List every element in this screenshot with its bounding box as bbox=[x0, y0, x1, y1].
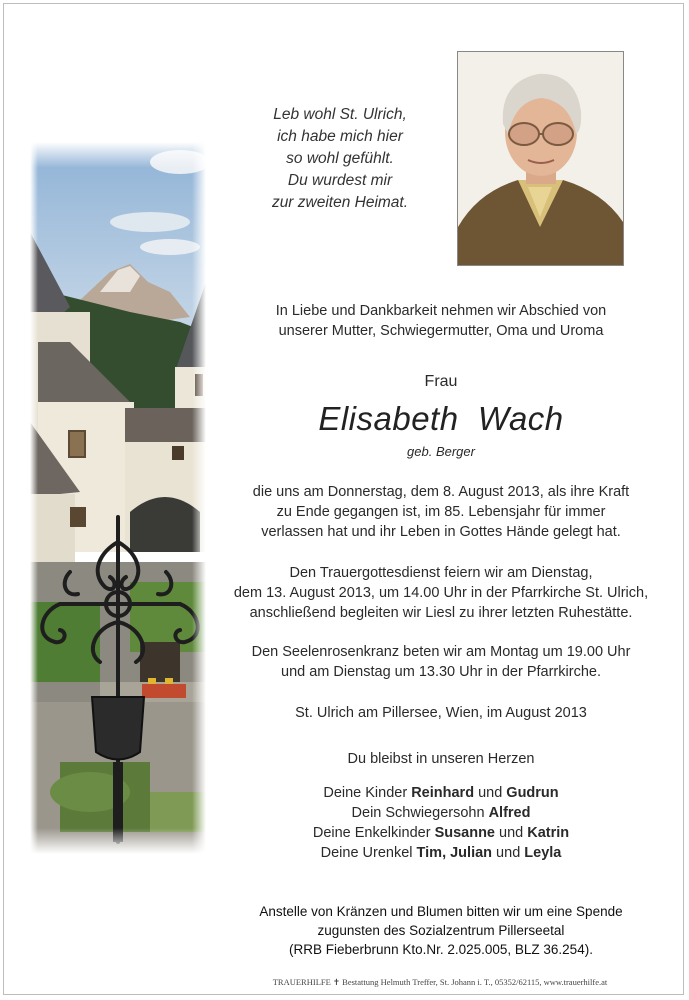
deceased-name: Elisabeth Wach bbox=[318, 400, 564, 437]
poem-line: ich habe mich hier bbox=[277, 128, 403, 145]
place-date: St. Ulrich am Pillersee, Wien, im August 2013 bbox=[295, 705, 587, 721]
portrait-photo bbox=[457, 51, 624, 266]
family-grandchildren: Deine Enkelkinder Susanne und Katrin bbox=[312, 825, 570, 841]
church-cemetery-photo bbox=[30, 142, 206, 854]
service-line: dem 13. August 2013, um 14.00 Uhr in der Pfarrkirche St. Ulrich, bbox=[233, 585, 649, 601]
donation-line: (RRB Fieberbrunn Kto.Nr. 2.025.005, BLZ 36.254). bbox=[289, 942, 593, 957]
service-line: anschließend begleiten wir Liesl zu ihrer letzten Ruhestätte. bbox=[249, 605, 633, 621]
rosary-paragraph bbox=[216, 642, 666, 682]
service-line: Den Trauergottesdienst feiern wir am Dienstag, bbox=[289, 565, 593, 581]
poem-line: Du wurdest mir bbox=[287, 172, 393, 189]
service-paragraph bbox=[216, 563, 666, 623]
family-soninlaw: Dein Schwiegersohn Alfred bbox=[351, 805, 531, 821]
salutation: Frau bbox=[424, 373, 458, 390]
poem-line: so wohl gefühlt. bbox=[286, 150, 394, 167]
family-children: Deine Kinder Reinhard und Gudrun bbox=[323, 785, 559, 801]
intro-line: In Liebe und Dankbarkeit nehmen wir Abschied von bbox=[275, 303, 607, 319]
death-paragraph bbox=[216, 482, 666, 542]
intro-line: unserer Mutter, Schwiegermutter, Oma und Uroma bbox=[278, 323, 604, 339]
funeral-home-footer: TRAUERHILFE ✝ Bestattung Helmuth Treffer, St. Johann i. T., 05352/62115, www.trauerhilfe.at bbox=[272, 977, 608, 987]
poem-line: zur zweiten Heimat. bbox=[271, 194, 409, 211]
poem bbox=[215, 104, 465, 214]
donation-notice bbox=[196, 902, 686, 959]
death-line: verlassen hat und ihr Leben in Gottes Hände gelegt hat. bbox=[261, 524, 621, 540]
remembrance: Du bleibst in unseren Herzen bbox=[347, 751, 535, 767]
donation-line: zugunsten des Sozialzentrum Pillerseetal bbox=[317, 923, 565, 938]
birth-name: geb. Berger bbox=[407, 444, 475, 459]
death-line: zu Ende gegangen ist, im 85. Lebensjahr für immer bbox=[276, 504, 606, 520]
rosary-line: Den Seelenrosenkranz beten wir am Montag um 19.00 Uhr bbox=[251, 644, 631, 660]
intro-text bbox=[216, 301, 666, 341]
donation-line: Anstelle von Kränzen und Blumen bitten wir um eine Spende bbox=[259, 904, 623, 919]
poem-line: Leb wohl St. Ulrich, bbox=[273, 106, 407, 123]
rosary-line: und am Dienstag um 13.30 Uhr in der Pfarrkirche. bbox=[281, 664, 601, 680]
death-line: die uns am Donnerstag, dem 8. August 2013, als ihre Kraft bbox=[252, 484, 630, 500]
family-list bbox=[216, 783, 666, 863]
family-greatgrandchildren: Deine Urenkel Tim, Julian und Leyla bbox=[320, 845, 562, 861]
